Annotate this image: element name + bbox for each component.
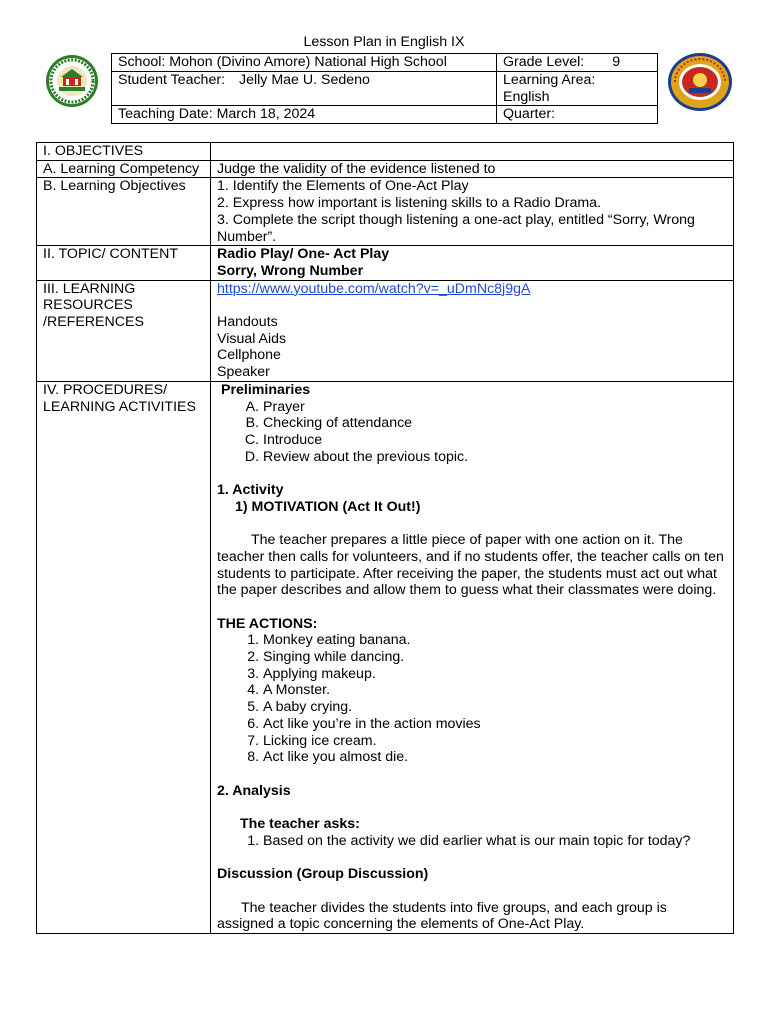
grade-level-cell [497, 54, 658, 72]
objective-item: 1. Identify the Elements of One-Act Play [217, 178, 469, 195]
topic-line: Sorry, Wrong Number [217, 262, 364, 279]
list-item: B. Checking of attendance [263, 415, 727, 432]
resource-item: Visual Aids [217, 330, 287, 347]
lesson-plan-table [36, 142, 734, 934]
preliminaries-title: Preliminaries [221, 381, 311, 398]
activity-title: 1. Activity [217, 482, 284, 499]
list-item: C. Introduce [263, 432, 727, 449]
preliminaries-list [217, 399, 727, 466]
questions-list [217, 833, 727, 850]
analysis-title: 2. Analysis [217, 782, 291, 799]
objectives-empty-cell [211, 143, 734, 161]
student-teacher-label: Student Teacher: [118, 72, 226, 88]
student-teacher-name: Jelly Mae U. Sedeno [239, 72, 370, 88]
actions-list [217, 632, 727, 766]
school-seal-icon [45, 54, 99, 108]
procedures-content [211, 381, 734, 933]
list-item: D. Review about the previous topic. [263, 449, 727, 466]
teacher-asks: The teacher asks: [240, 816, 360, 833]
procedures-label: IV. PROCEDURES/ LEARNING ACTIVITIES [37, 381, 211, 933]
grade-level-value: 9 [612, 54, 621, 70]
objectives-heading: I. OBJECTIVES [37, 143, 211, 161]
student-teacher-cell [112, 72, 497, 106]
list-item: A. Prayer [263, 399, 727, 416]
list-item: 1. Based on the activity we did earlier what is our main topic for today? [263, 833, 727, 850]
objective-item: 2. Express how important is listening skills to a Radio Drama. [217, 195, 602, 212]
deped-seal-icon [667, 52, 733, 112]
discussion-text: The teacher divides the students into five groups, and each group is assigned a topic concerning the elements of One-Act Play. [217, 899, 667, 933]
learning-area-label: Learning Area: [503, 72, 596, 88]
resource-item: Handouts [217, 314, 278, 331]
list-item: 8. Act like you almost die. [263, 749, 727, 766]
resources-content [211, 280, 734, 381]
school-cell: School: Mohon (Divino Amore) National High School [112, 54, 497, 72]
list-item: 2. Singing while dancing. [263, 649, 727, 666]
motivation-title: 1) MOTIVATION (Act It Out!) [235, 498, 421, 515]
list-item: 4. A Monster. [263, 682, 727, 699]
learning-objectives-label: B. Learning Objectives [37, 178, 211, 246]
topic-content [211, 246, 734, 280]
learning-area-value: English [503, 88, 550, 105]
header-info-table [111, 53, 658, 124]
list-item: 6. Act like you’re in the action movies [263, 716, 727, 733]
objective-item: 3. Complete the script though listening a one-act play, entitled “Sorry, Wrong Number”. [217, 211, 695, 245]
actions-title: THE ACTIONS: [217, 615, 318, 632]
list-item: 3. Applying makeup. [263, 666, 727, 683]
competency-label: A. Learning Competency [37, 160, 211, 178]
resource-item: Speaker [217, 364, 270, 381]
topic-label: II. TOPIC/ CONTENT [37, 246, 211, 280]
learning-area-cell [497, 72, 658, 106]
quarter-cell: Quarter: [497, 106, 658, 124]
discussion-title: Discussion (Group Discussion) [217, 866, 429, 883]
competency-value: Judge the validity of the evidence listened to [211, 160, 734, 178]
list-item: 7. Licking ice cream. [263, 733, 727, 750]
list-item: 1. Monkey eating banana. [263, 632, 727, 649]
list-item: 5. A baby crying. [263, 699, 727, 716]
resources-label: III. LEARNING RESOURCES /REFERENCES [37, 280, 211, 381]
topic-line: Radio Play/ One- Act Play [217, 246, 390, 263]
document-title: Lesson Plan in English IX [303, 34, 465, 50]
youtube-link[interactable]: https://www.youtube.com/watch?v=_uDmNc8j9gA [217, 280, 531, 297]
motivation-text: The teacher prepares a little piece of paper with one action on it. The teacher then calls for volunteers, and if no students offer, the teacher calls on ten students to participate. After receiving the paper, the students must act out what the paper describes and allow them to guess what their classmates were doing. [217, 532, 724, 599]
grade-level-label: Grade Level: [503, 54, 585, 70]
learning-objectives-list [211, 178, 734, 246]
resource-item: Cellphone [217, 347, 281, 364]
teaching-date-cell: Teaching Date: March 18, 2024 [112, 106, 497, 124]
